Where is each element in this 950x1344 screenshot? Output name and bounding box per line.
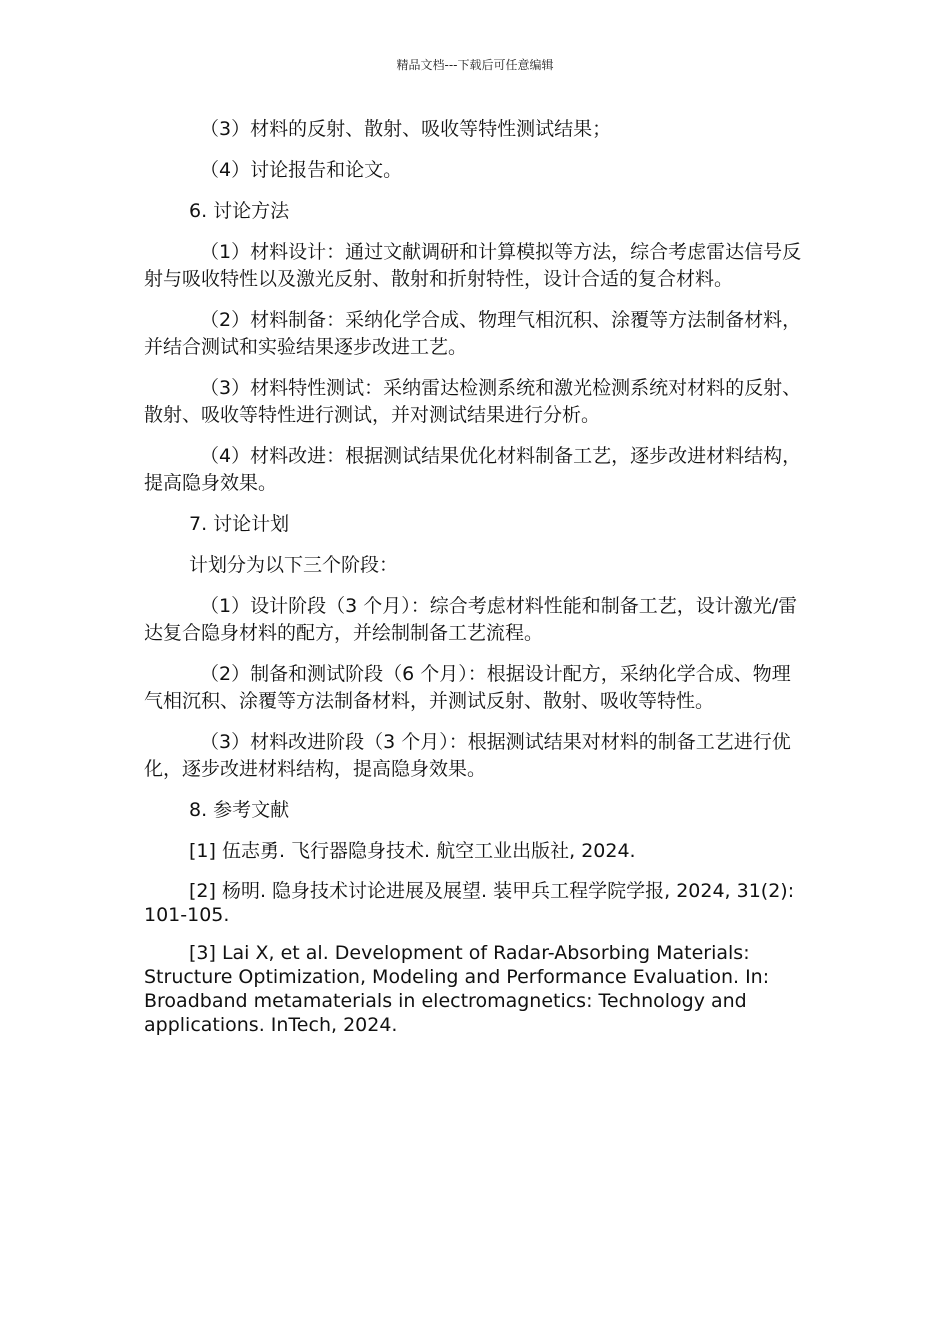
paragraph-method-3: （3）材料特性测试：采纳雷达检测系统和激光检测系统对材料的反射、散射、吸收等特性进行测试，并对测试结果进行分析。 (144, 377, 802, 426)
document-body (144, 116, 806, 1051)
paragraph-plan-1: （1）设计阶段（3 个月）：综合考虑材料性能和制备工艺，设计激光/雷达复合隐身材料的配方，并绘制制备工艺流程。 (144, 595, 798, 644)
paragraph-method-1: （1）材料设计：通过文献调研和计算模拟等方法，综合考虑雷达信号反射与吸收特性以及激光反射、散射和折射特性，设计合适的复合材料。 (144, 241, 802, 290)
paragraph-result-3: （3）材料的反射、散射、吸收等特性测试结果； (200, 118, 612, 140)
section-heading-references: 8. 参考文献 (189, 799, 290, 821)
paragraph-plan-intro: 计划分为以下三个阶段： (189, 554, 399, 576)
paragraph-method-4: （4）材料改进：根据测试结果优化材料制备工艺，逐步改进材料结构，提高隐身效果。 (144, 445, 802, 494)
paragraph-result-4: （4）讨论报告和论文。 (200, 159, 403, 181)
reference-1: [1] 伍志勇. 飞行器隐身技术. 航空工业出版社, 2024. (189, 840, 636, 862)
paragraph-method-2: （2）材料制备：采纳化学合成、物理气相沉积、涂覆等方法制备材料，并结合测试和实验结果逐步改进工艺。 (144, 309, 802, 358)
paragraph-plan-3: （3）材料改进阶段（3 个月）：根据测试结果对材料的制备工艺进行优化，逐步改进材料结构，提高隐身效果。 (144, 731, 791, 780)
reference-2: [2] 杨明. 隐身技术讨论进展及展望. 装甲兵工程学院学报, 2024, 31(2): 101-105. (144, 880, 795, 926)
page-header: 精品文档---下载后可任意编辑 (396, 58, 554, 72)
section-heading-plan: 7. 讨论计划 (189, 513, 290, 535)
section-heading-methods: 6. 讨论方法 (189, 200, 290, 222)
paragraph-plan-2: （2）制备和测试阶段（6 个月）：根据设计配方，采纳化学合成、物理气相沉积、涂覆等方法制备材料，并测试反射、散射、吸收等特性。 (144, 663, 791, 712)
reference-3: [3] Lai X, et al. Development of Radar-Absorbing Materials: Structure Optimization, Modeling and Performance Evaluation. In: Broadband metamaterials in electromagnetics: Technology and applications. InTech, 2024. (144, 942, 770, 1036)
